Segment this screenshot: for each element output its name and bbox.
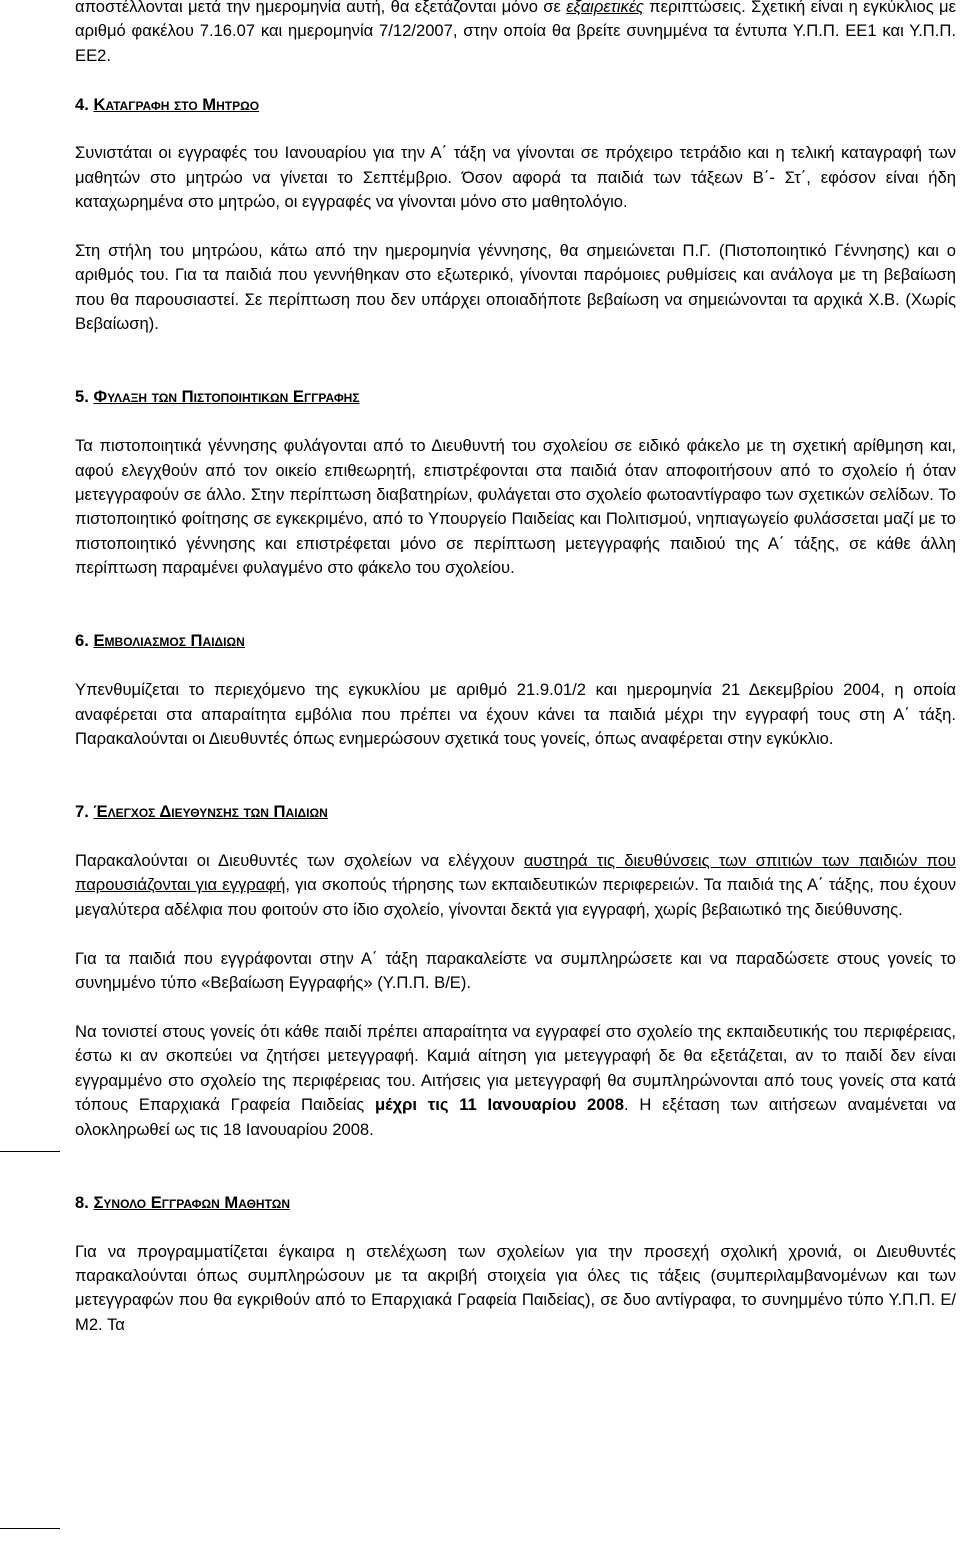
s7-underlined-text: αυστηρά τις διευθύνσεις των σπιτιών των παιδιών που παρουσιάζονται για εγγραφή [75, 851, 956, 895]
intro-paragraph [75, 0, 956, 68]
s7-text-cont: . Η εξέταση των αιτήσεων αναμένεται να ολοκληρωθεί ως τις 18 Ιανουαρίου 2008. [75, 1095, 956, 1139]
s7-paragraph-1 [75, 849, 956, 922]
s4-paragraph-1: Συνιστάται οι εγγραφές του Ιανουαρίου για την Α΄ τάξη να γίνονται σε πρόχειρο τετράδιο και η τελική καταγραφή των μαθητών στο μητρώο να γίνεται το Σεπτέμβριο. Όσον αφορά τα παιδιά των τάξεων Β΄- Στ΄, εφόσον είναι ήδη καταχωρημένα στο μητρώο, οι εγγραφές να γίνονται μόνο στο μαθητολόγιο. [75, 143, 956, 212]
section-title: Συνολο Εγγραφων Μαθητων [93, 1192, 290, 1212]
section-number: 6. [75, 631, 89, 651]
section-title: Εμβολιασμος Παιδιων [93, 631, 245, 651]
section-number: 8. [75, 1192, 89, 1212]
s4-paragraph-2: Στη στήλη του μητρώου, κάτω από την ημερομηνία γέννησης, θα σημειώνεται Π.Γ. (Πιστοποιητικό Γέννησης) και ο αριθμός του. Για τα παιδιά που γεννήθηκαν στο εξωτερικό, γίνονται παρόμοιες ρυθμίσεις και ανάλογα με τη βεβαίωση που θα παρουσιαστεί. Σε περίπτωση που δεν υπάρχει οποιαδήποτε βεβαίωση να σημειώνονται τα αρχικά Χ.Β. (Χωρίς Βεβαίωση). [75, 241, 956, 334]
s7-paragraph-3 [75, 1020, 956, 1142]
section-number: 4. [75, 94, 89, 114]
intro-text-cont: περιπτώσεις. Σχετική είναι η εγκύκλιος με αριθμό φακέλου 7.16.07 και ημερομηνία 7/12/2007, στην οποία θα βρείτε συνημμένα τα έντυπα Υ.Π.Π. ΕΕ1 και Υ.Π.Π. ΕΕ2. [75, 0, 957, 65]
section-5-heading [75, 385, 956, 409]
s5-paragraph-1: Τα πιστοποιητικά γέννησης φυλάγονται από το Διευθυντή του σχολείου σε ειδικό φάκελο με τη σχετική αρίθμηση και, αφού ελεγχθούν από τον οικείο επιθεωρητή, επιστρέφονται στα παιδιά όταν αποφοιτήσουν από το σχολείο ή όταν μετεγγραφούν σε άλλο. Στην περίπτωση διαβατηρίων, φυλάγεται στο σχολείο φωτοαντίγραφο των σχετικών σελίδων. Το πιστοποιητικό φοίτησης σε εγκεκριμένο, από το Υπουργείο Παιδείας και Πολιτισμού, νηπιαγωγείο φυλάσσεται μαζί με το πιστοποιητικό γέννησης και επιστρέφεται μόνο σε περίπτωση μετεγγραφής παιδιού της Α΄ τάξης, σε κάθε άλλη περίπτωση παραμένει φυλαγμένο στο φάκελο του σχολείου. [75, 436, 956, 578]
document-page [75, 0, 956, 1337]
section-number: 5. [75, 387, 89, 407]
margin-rule-bottom [0, 1528, 60, 1529]
section-title: Φυλαξη των Πιστοποιητικων Εγγραφης [93, 387, 360, 407]
intro-emphasis: εξαιρετικές [566, 0, 644, 16]
section-title: Έλεγχος Διευθυνσης των Παιδιων [93, 802, 328, 822]
deadline-bold: μέχρι τις 11 Ιανουαρίου 2008 [374, 1095, 624, 1115]
margin-rule-top [0, 1151, 60, 1152]
section-8-heading [75, 1191, 956, 1215]
s7-text: Παρακαλούνται οι Διευθυντές των σχολείων να ελέγχουν [75, 851, 524, 871]
section-title: Καταγραφη στο Μητρωο [93, 94, 260, 114]
s8-paragraph-1: Για να προγραμματίζεται έγκαιρα η στελέχωση των σχολείων για την προσεχή σχολική χρονιά, οι Διευθυντές παρακαλούνται όπως συμπληρώσουν με τα ακριβή στοιχεία για όλες τις τάξεις (συμπεριλαμβανομένων και των μετεγγραφών που θα εγκριθούν από το Επαρχιακά Γραφεία Παιδείας), σε δυο αντίγραφα, το συνημμένο τύπο Υ.Π.Π. Ε/Μ2. Τα [75, 1241, 956, 1334]
s6-paragraph-1: Υπενθυμίζεται το περιεχόμενο της εγκυκλίου με αριθμό 21.9.01/2 και ημερομηνία 21 Δεκεμβρίου 2004, η οποία αναφέρεται στα απαραίτητα εμβόλια που πρέπει να έχουν κάνει τα παιδιά μέχρι την εγγραφή τους στη Α΄ τάξη. Παρακαλούνται οι Διευθυντές όπως ενημερώσουν σχετικά τους γονείς, όπως αναφέρεται στην εγκύκλιο. [75, 680, 956, 749]
section-6-heading [75, 629, 956, 653]
s7-text-cont: , για σκοπούς τήρησης των εκπαιδευτικών περιφερειών. Τα παιδιά της Α΄ τάξης, που έχουν μεγαλύτερα αδέλφια που φοιτούν στο ίδιο σχολείο, γίνονται δεκτά για εγγραφή, χωρίς βεβαιωτικό της διεύθυνσης. [75, 875, 956, 919]
section-number: 7. [75, 802, 89, 822]
intro-text: αποστέλλονται μετά την ημερομηνία αυτή, θα εξετάζονται μόνο σε [75, 0, 567, 16]
section-7-heading [75, 800, 956, 824]
s7-text: Να τονιστεί στους γονείς ότι κάθε παιδί πρέπει απαραίτητα να εγγραφεί στο σχολείο της εκπαιδευτικής του περιφέρειας, έστω κι αν σκοπεύει να ζητήσει μετεγγραφή. Καμιά αίτηση για μετεγγραφή δε θα εξετάζεται, αν το παιδί δεν είναι εγγραμμένο στο σχολείο της περιφέρειας του. Αιτήσεις για μετεγγραφή θα συμπληρώνονται από τους γονείς στα κατά τόπους Επαρχιακά Γραφεία Παιδείας [75, 1021, 956, 1115]
section-4-heading [75, 93, 956, 117]
s7-paragraph-2: Για τα παιδιά που εγγράφονται στην Α΄ τάξη παρακαλείστε να συμπληρώσετε και να παραδώσετε στους γονείς το συνημμένο τύπο «Βεβαίωση Εγγραφής» (Υ.Π.Π. Β/Ε). [75, 948, 956, 993]
